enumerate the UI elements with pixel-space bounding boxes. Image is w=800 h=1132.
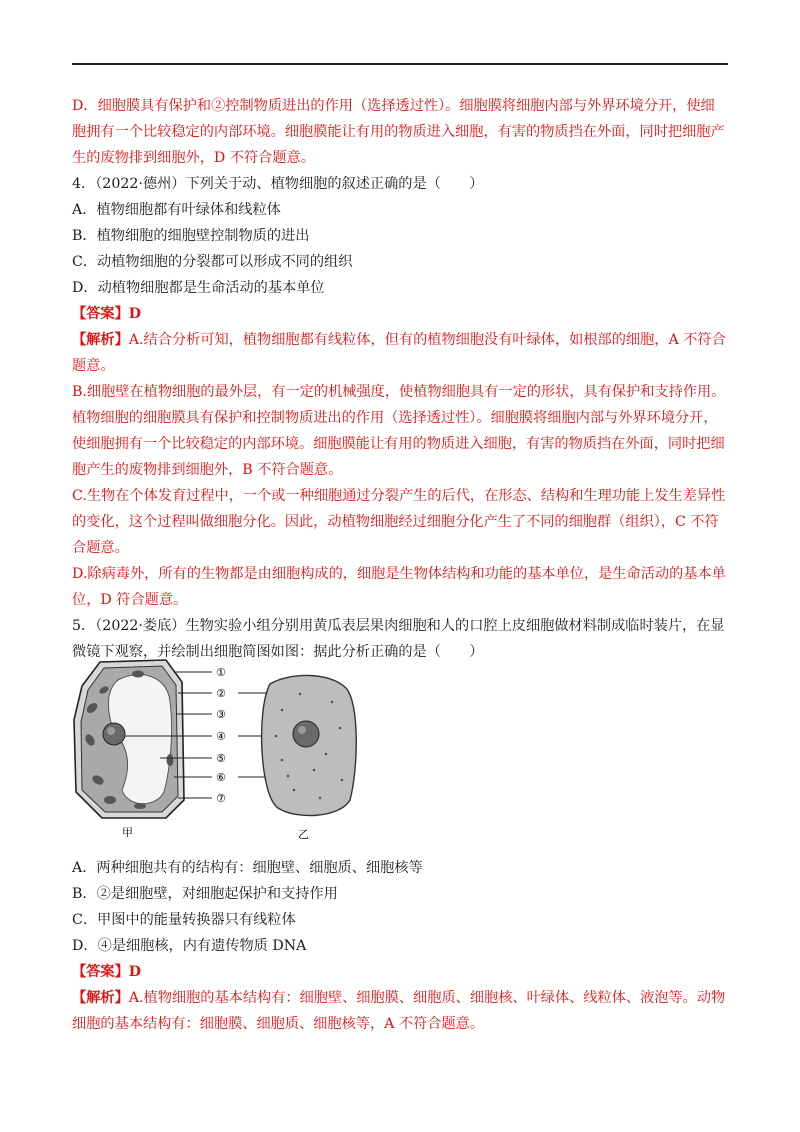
- figure-label-6: ⑥: [216, 771, 226, 784]
- q5-option-a: A．两种细胞共有的结构有：细胞壁、细胞质、细胞核等: [72, 860, 423, 876]
- q5-option-b: B．②是细胞壁，对细胞起保护和支持作用: [72, 886, 338, 902]
- q5-option-d: D．④是细胞核，内有遗传物质 DNA: [72, 938, 307, 954]
- q4-analysis-line-2: 题意。: [72, 358, 115, 374]
- q4-analysis-line-6: 胞产生的废物排到细胞外，B 不符合题意。: [72, 462, 343, 478]
- q4-option-c: C．动植物细胞的分裂都可以形成不同的组织: [72, 254, 353, 270]
- q4-stem: 4．（2022·德州）下列关于动、植物细胞的叙述正确的是（ ）: [72, 176, 484, 192]
- q4-analysis-line-9: 合题意。: [72, 540, 129, 556]
- chloroplast: [167, 754, 174, 766]
- prev-analysis-line-1: D．细胞膜具有保护和②控制物质进出的作用（选择透过性）。细胞膜将细胞内部与外界环境分开，使细: [72, 98, 715, 114]
- q5-analysis-text-1: A.植物细胞的基本结构有：细胞壁、细胞膜、细胞质、细胞核、叶绿体、线粒体、液泡等。动物: [128, 990, 726, 1006]
- figure-label-4: ④: [216, 730, 226, 743]
- q5-analysis-line-1: [72, 988, 732, 1008]
- q4-analysis-line-3: B.细胞壁在植物细胞的最外层，有一定的机械强度，使植物细胞具有一定的形状，具有保护和支持作用。: [72, 384, 726, 400]
- q4-analysis-tag: 【解析】: [72, 332, 129, 348]
- q5-analysis-tag: 【解析】: [72, 990, 129, 1006]
- figure-label-2: ②: [216, 687, 226, 700]
- prev-analysis-line-2: 胞拥有一个比较稳定的内部环境。细胞膜能让有用的物质进入细胞，有害的物质挡在外面，同时把细胞产: [72, 124, 725, 140]
- figure-caption-jia: 甲: [122, 826, 133, 839]
- q4-analysis-line-11: 位，D 符合题意。: [72, 592, 188, 608]
- header-rule: [72, 63, 728, 65]
- q4-analysis-line-1: [72, 330, 732, 350]
- figure-label-7: ⑦: [216, 792, 226, 805]
- q5-stem-line-2: 微镜下观察，并绘制出细胞简图如图：据此分析正确的是（ ）: [72, 644, 484, 660]
- q4-analysis-line-7: C.生物在个体发育过程中，一个或一种细胞通过分裂产生的后代，在形态、结构和生理功能上发生差异性: [72, 488, 726, 504]
- chloroplast: [104, 796, 116, 804]
- plant-nucleus: [103, 723, 125, 745]
- figure-label-1: ①: [216, 666, 226, 679]
- q4-analysis-line-10: D.除病毒外，所有的生物都是由细胞构成的，细胞是生物体结构和功能的基本单位，是生命活动的基本单: [72, 566, 726, 582]
- chloroplast: [132, 671, 144, 678]
- q5-answer: 【答案】D: [72, 964, 142, 980]
- q5-analysis-line-2: 细胞的基本结构有：细胞膜、细胞质、细胞核等，A 不符合题意。: [72, 1016, 485, 1032]
- figure-label-5: ⑤: [216, 752, 226, 765]
- animal-nucleus: [293, 721, 319, 747]
- figure-caption-yi: 乙: [298, 828, 309, 841]
- chloroplast: [134, 803, 146, 809]
- q5-option-c: C．甲图中的能量转换器只有线粒体: [72, 912, 296, 928]
- q4-option-a: A．植物细胞都有叶绿体和线粒体: [72, 202, 281, 218]
- q4-answer: 【答案】D: [72, 306, 142, 322]
- q4-analysis-line-8: 的变化，这个过程叫做细胞分化。因此，动植物细胞经过细胞分化产生了不同的细胞群（组织），C 不符: [72, 514, 719, 530]
- q4-analysis-line-4: 植物细胞的细胞膜具有保护和控制物质进出的作用（选择透过性）。细胞膜将细胞内部与外界环境分开，: [72, 410, 718, 426]
- q4-option-b: B．植物细胞的细胞壁控制物质的进出: [72, 228, 310, 244]
- q5-stem-line-1: 5．（2022·娄底）生物实验小组分别用黄瓜表层果肉细胞和人的口腔上皮细胞做材料制成临时装片，在显: [72, 618, 725, 634]
- q4-analysis-line-5: 使细胞拥有一个比较稳定的内部环境。细胞膜能让有用的物质进入细胞，有害的物质挡在外面，同时把细: [72, 436, 725, 452]
- prev-analysis-line-3: 生的废物排到细胞外，D 不符合题意。: [72, 150, 315, 166]
- cell-diagram: [70, 650, 370, 845]
- q4-option-d: D．动植物细胞都是生命活动的基本单位: [72, 280, 325, 296]
- figure-label-3: ③: [216, 708, 226, 721]
- q4-analysis-text-1: A.结合分析可知，植物细胞都有线粒体，但有的植物细胞没有叶绿体，如根部的细胞，A 不符合: [128, 332, 726, 348]
